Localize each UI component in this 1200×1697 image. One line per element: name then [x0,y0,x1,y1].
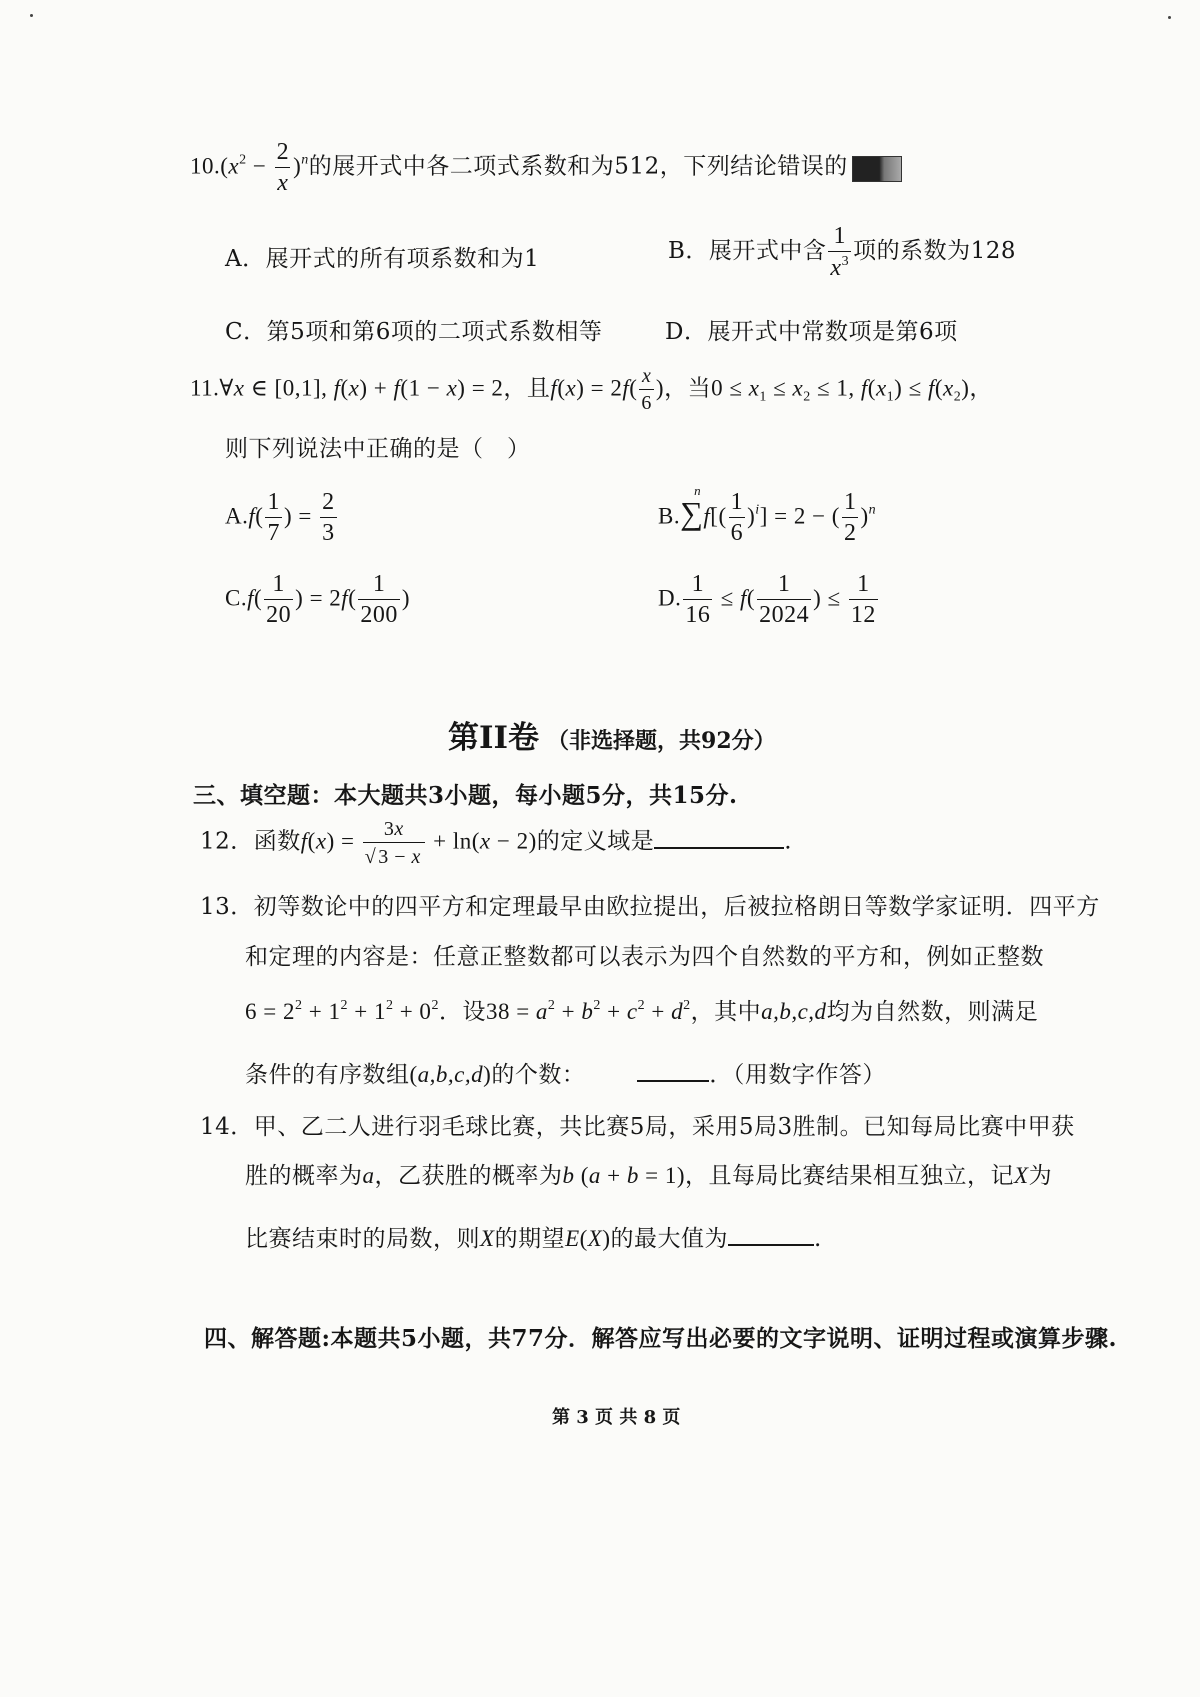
q10-stem: $10.(x^2$ − $\frac{2}{x}$ )$^n$的展开式中各二项式系数和为512，下列结论错误的 [190,139,848,196]
scan-speck [1168,16,1171,19]
q11-stem: 11.∀x ∈ [0,1], f(x) + f(1 − x) = 2，且f(x) = 2f( $\frac{x}{6}$ )，当$0 \le x_1 \le x_2 \le 1$, $f(x_1) \le f(x_2)$， [190,365,993,414]
page-number: 第 3 页 共 8 页 [552,1407,681,1428]
q13-line1: 13．初等数论中的四平方和定理最早由欧拉提出，后被拉格朗日等数学家证明．四平方 [200,894,1100,920]
q12: 12．函数f(x) = $\frac{3x}{√ 3 - x}$ + ln(x − 2)的定义域是 . [200,818,793,868]
q11-option-b: B.∑ n f[( $\frac{1}{6}$ )$^i$] = 2 − ( $\frac{1}{2}$ )$^n$ [658,482,877,546]
q10-option-b: B．展开式中含 $\frac{1}{x^3}$ 项的系数为128 [668,223,1016,281]
scan-speck [30,14,33,17]
q10-option-c: C．第5项和第6项的二项式系数相等 [225,319,603,345]
q11-option-c: C.f( $\frac{1}{20}$ ) = 2f( $\frac{1}{200}$ ) [225,571,411,628]
q14-line3: 比赛结束时的局数，则X的期望E(X)的最大值为 . [245,1226,822,1252]
section-title: 第II卷 （非选择题，共92分） [448,720,776,756]
scan-blot [852,156,902,182]
q14-line2: 胜的概率为a，乙获胜的概率为b (a + b = 1)，且每局比赛结果相互独立，记X为 [245,1163,1053,1189]
q10-option-d: D．展开式中常数项是第6项 [665,319,958,345]
q13-line3: $6 = 2^2 + 1^2 + 1^2 + 0^2$．设$38 = a^2 + b^2 + c^2 + d^2$，其中a,b,c,d均为自然数，则满足 [245,998,1039,1025]
q13-line2: 和定理的内容是：任意正整数都可以表示为四个自然数的平方和，例如正整数 [245,944,1044,970]
q13-line4: 条件的有序数组(a,b,c,d)的个数： ．（用数字作答） [245,1062,886,1088]
part3-heading: 三、填空题：本大题共3小题，每小题5分，共15分. [193,782,738,809]
q11-question: 则下列说法中正确的是（ ） [225,436,531,462]
q14-line1: 14．甲、乙二人进行羽毛球比赛，共比赛5局，采用5局3胜制。已知每局比赛中甲获 [200,1114,1075,1140]
q11-option-a: A.f( $\frac{1}{7}$ ) = $\frac{2}{3}$ [225,489,335,546]
part4-heading: 四、解答题:本题共5小题，共77分．解答应写出必要的文字说明、证明过程或演算步骤. [204,1325,1118,1352]
q10-option-a: A．展开式的所有项系数和为1 [225,246,540,272]
q11-option-d: D. $\frac{1}{16}$ ≤ f( $\frac{1}{2024}$ ) ≤ $\frac{1}{12}$ [658,571,876,628]
